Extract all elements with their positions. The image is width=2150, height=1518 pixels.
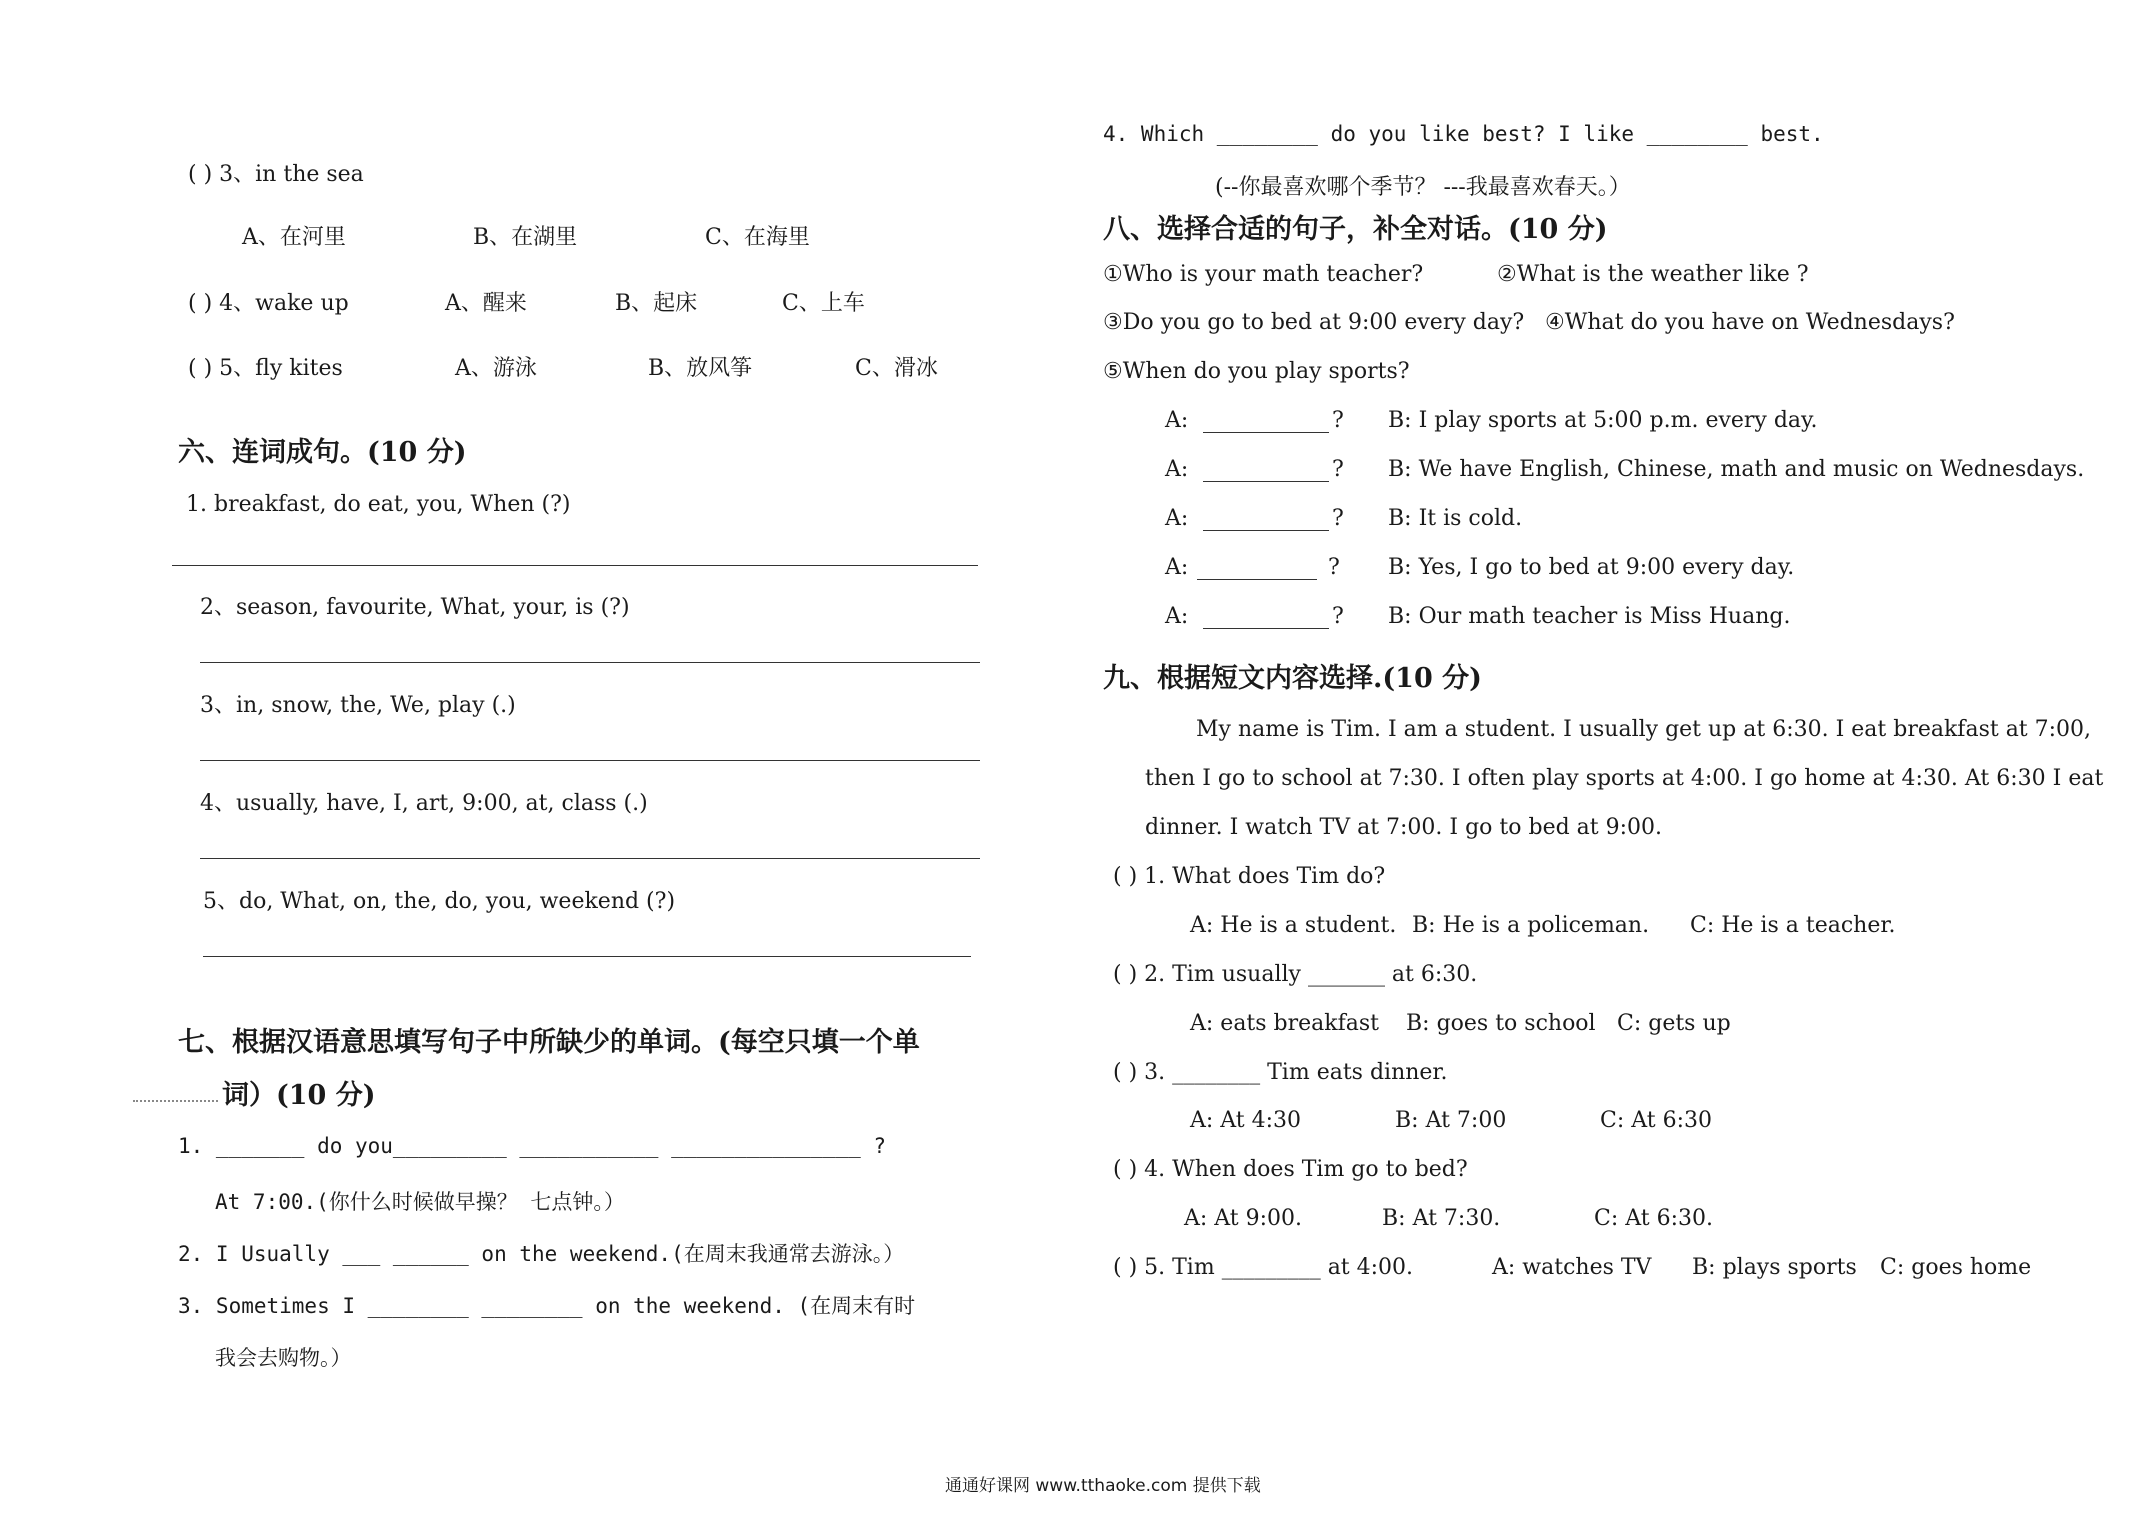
s7-question-4: 4. Which ________ do you like best? I like ________ best. — [1103, 122, 1824, 146]
dialog-q-2: ? — [1332, 457, 1344, 482]
s7-question-3-cont: 我会去购物。） — [215, 1346, 352, 1370]
rq2-option-a: A: eats breakfast — [1190, 1011, 1380, 1036]
question-4: ( ) 4、wake up — [188, 291, 349, 316]
section-6-title: 六、连词成句。(10 分) — [178, 437, 467, 468]
s8-option-4: ④What do you have on Wednesdays? — [1545, 310, 1955, 335]
dialog-q-1: ? — [1332, 408, 1344, 433]
s6-item-3: 3、in, snow, the, We, play (.) — [200, 693, 516, 718]
section-7-title: 七、根据汉语意思填写句子中所缺少的单词。(每空只填一个单 — [178, 1027, 920, 1058]
s7-question-2: 2. I Usually ___ ______ on the weekend.(在周末我通常去游泳。） — [178, 1242, 905, 1266]
s6-answer-line-2 — [200, 662, 980, 663]
s6-answer-line-3 — [200, 760, 980, 761]
rq5-option-c: C: goes home — [1880, 1255, 2032, 1280]
s8-option-5: ⑤When do you play sports? — [1103, 359, 1410, 384]
rq1-option-a: A: He is a student. — [1190, 913, 1397, 938]
s8-option-3: ③Do you go to bed at 9:00 every day? — [1103, 310, 1525, 335]
dotted-mark — [133, 1100, 218, 1102]
dialog-q-4: ? — [1328, 555, 1340, 580]
q5-option-b: B、放风筝 — [648, 356, 753, 381]
q4-option-a: A、醒来 — [445, 291, 527, 316]
rq4-option-c: C: At 6:30. — [1594, 1206, 1713, 1231]
dialog-q-5: ? — [1332, 604, 1344, 629]
s6-item-2: 2、season, favourite, What, your, is (?) — [200, 595, 630, 620]
dialog-b-4: B: Yes, I go to bed at 9:00 every day. — [1388, 555, 1795, 580]
reading-question-2: ( ) 2. Tim usually _______ at 6:30. — [1113, 962, 1478, 987]
q3-option-b: B、在湖里 — [473, 225, 578, 250]
rq3-option-c: C: At 6:30 — [1600, 1108, 1712, 1133]
reading-question-1: ( ) 1. What does Tim do? — [1113, 864, 1386, 889]
passage-line-3: dinner. I watch TV at 7:00. I go to bed at 9:00. — [1145, 815, 1663, 840]
s6-answer-line-5 — [203, 956, 971, 957]
q4-option-b: B、起床 — [615, 291, 698, 316]
section-7-title-cont: 词）(10 分) — [222, 1080, 376, 1111]
dialog-blank-2 — [1203, 481, 1329, 482]
passage-line-1: My name is Tim. I am a student. I usually get up at 6:30. I eat breakfast at 7:00, — [1196, 717, 2092, 742]
dialog-a-5: A: — [1165, 604, 1189, 629]
rq1-option-c: C: He is a teacher. — [1690, 913, 1896, 938]
s8-option-2: ②What is the weather like ? — [1497, 262, 1809, 287]
s8-option-1: ①Who is your math teacher? — [1103, 262, 1424, 287]
s6-item-5: 5、do, What, on, the, do, you, weekend (?) — [203, 889, 676, 914]
dialog-a-4: A: — [1165, 555, 1189, 580]
dialog-q-3: ? — [1332, 506, 1344, 531]
rq5-option-b: B: plays sports — [1692, 1255, 1857, 1280]
question-3: ( ) 3、in the sea — [188, 162, 364, 187]
section-9-title: 九、根据短文内容选择.(10 分) — [1103, 663, 1482, 694]
rq4-option-b: B: At 7:30. — [1382, 1206, 1501, 1231]
dialog-blank-4 — [1197, 579, 1317, 580]
rq1-option-b: B: He is a policeman. — [1412, 913, 1650, 938]
section-8-title: 八、选择合适的句子，补全对话。(10 分) — [1103, 214, 1608, 245]
dialog-a-2: A: — [1165, 457, 1189, 482]
rq3-option-b: B: At 7:00 — [1395, 1108, 1507, 1133]
dialog-a-3: A: — [1165, 506, 1189, 531]
dialog-b-1: B: I play sports at 5:00 p.m. every day. — [1388, 408, 1818, 433]
reading-question-3: ( ) 3. ________ Tim eats dinner. — [1113, 1060, 1448, 1085]
s6-item-1: 1. breakfast, do eat, you, When (?) — [186, 492, 571, 517]
dialog-b-5: B: Our math teacher is Miss Huang. — [1388, 604, 1791, 629]
dialog-b-2: B: We have English, Chinese, math and music on Wednesdays. — [1388, 457, 2085, 482]
dialog-blank-1 — [1203, 432, 1329, 433]
reading-question-5: ( ) 5. Tim _________ at 4:00. — [1113, 1255, 1414, 1280]
s6-answer-line-1 — [172, 565, 978, 566]
dialog-blank-3 — [1203, 530, 1329, 531]
footer-credit: 通通好课网 www.tthaoke.com 提供下载 — [945, 1476, 1261, 1496]
q5-option-c: C、滑冰 — [855, 356, 938, 381]
s6-item-4: 4、usually, have, I, art, 9:00, at, class (.) — [200, 791, 648, 816]
s7-question-1: 1. _______ do you_________ ___________ _______________ ? — [178, 1134, 887, 1158]
s7-question-3: 3. Sometimes I ________ ________ on the weekend. (在周末有时 — [178, 1294, 916, 1318]
q4-option-c: C、上车 — [782, 291, 865, 316]
rq2-option-b: B: goes to school — [1406, 1011, 1596, 1036]
rq4-option-a: A: At 9:00. — [1184, 1206, 1303, 1231]
reading-question-4: ( ) 4. When does Tim go to bed? — [1113, 1157, 1468, 1182]
rq5-option-a: A: watches TV — [1492, 1255, 1652, 1280]
dialog-blank-5 — [1203, 628, 1329, 629]
s7-question-1-answer: At 7:00.(你什么时候做早操？ 七点钟。） — [215, 1190, 625, 1214]
passage-line-2: then I go to school at 7:30. I often play sports at 4:00. I go home at 4:30. At 6:30 I eat — [1145, 766, 2104, 791]
question-5: ( ) 5、fly kites — [188, 356, 343, 381]
s6-answer-line-4 — [200, 858, 980, 859]
dialog-a-1: A: — [1165, 408, 1189, 433]
q3-option-c: C、在海里 — [705, 225, 810, 250]
q5-option-a: A、游泳 — [455, 356, 537, 381]
rq2-option-c: C: gets up — [1617, 1011, 1731, 1036]
dialog-b-3: B: It is cold. — [1388, 506, 1523, 531]
q3-option-a: A、在河里 — [242, 225, 346, 250]
s7-question-4-translation: (--你最喜欢哪个季节？ ---我最喜欢春天。） — [1215, 175, 1631, 200]
rq3-option-a: A: At 4:30 — [1190, 1108, 1302, 1133]
